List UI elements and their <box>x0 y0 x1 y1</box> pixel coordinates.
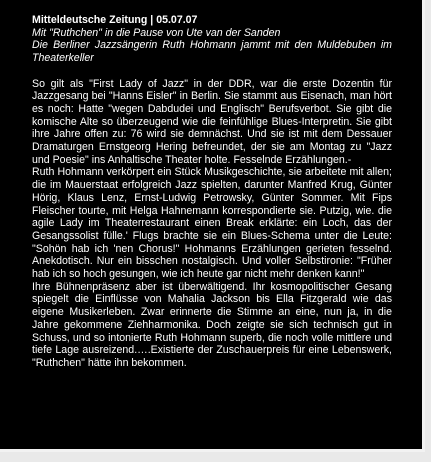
article-paragraph-3: Ihre Bühnenpräsenz aber ist überwältigend. Ihr kosmopolitischer Gesang spiegelt die Einflüsse von Mahalia Jackson bis Ella Fitzgerald wie das eigene Musikerleben. Zwar erinnerte die Stimme an eine, nun ja, in die Jahre gekommene Ziehharmonika. Doch zeigte sie sich technisch gut in Schuss, und so intonierte Ruth Hohmann superb, die noch volle mittlere und tiefe Lage ausreizend.….Existierte der Zuschauerpreis für eine Lebenswerk, "Ruthchen" hätte ihn bekommen. <box>32 280 392 369</box>
article-deck: Die Berliner Jazzsängerin Ruth Hohmann jammt mit den Muldebuben im Theaterkeller <box>32 39 392 65</box>
article-subtitle: Mit "Ruthchen" in die Pause von Ute van der Sanden <box>32 26 281 39</box>
spacer <box>32 65 392 78</box>
article-headline: Mitteldeutsche Zeitung | 05.07.07 <box>32 14 198 26</box>
article-body <box>32 14 392 370</box>
article-paragraph-1: So gilt als "First Lady of Jazz" in der DDR, war die erste Dozentin für Jazzgesang bei "Hanns Eisler" in Berlin. Sie stammt aus Eisenach, man hört es noch: Hatte "wegen Dabdudei und Englisch" Berufsverbot. Sie gibt die komische Alte so überzeugend wie die feinfühlige Blues-Interpretin. Sie gibt ihre Jahre offen zu: 76 wird sie demnächst. Und sie ist mit dem Dessauer Dramaturgen Ernstgeorg Hering befreundet, der sie am Montag zu "Jazz und Poesie" ins Anhaltische Theater holte. Fesselnde Erzählungen.- <box>32 77 392 166</box>
article-paragraph-2: Ruth Hohmann verkörpert ein Stück Musikgeschichte, sie arbeitete mit allen; die im Mauerstaat erfolgreich Jazz spielten, darunter Manfred Krug, Günter Hörig, Klaus Lenz, Ernst-Ludwig Petrowsky, Günter Sommer. Mit Fips Fleischer tourte, mit Helga Hahnemann korrespondierte sie. Putzig, wie. die agile Lady im Theaterrestaurant einen Break erklärte: ein Loch, das der Gesangssolist fülle.' Flugs brachte sie ein Blues-Schema unter die Leute: "Sohön hab ich 'nen Chorus!" Hohmanns Erzählungen gerieten fesselnd. Anekdotisch. Nur ein bisschen nostalgisch. Und voller Selbstironie: "Früher hab ich so hoch gesungen, wie ich heute gar nicht mehr denken kann!" <box>32 166 392 281</box>
